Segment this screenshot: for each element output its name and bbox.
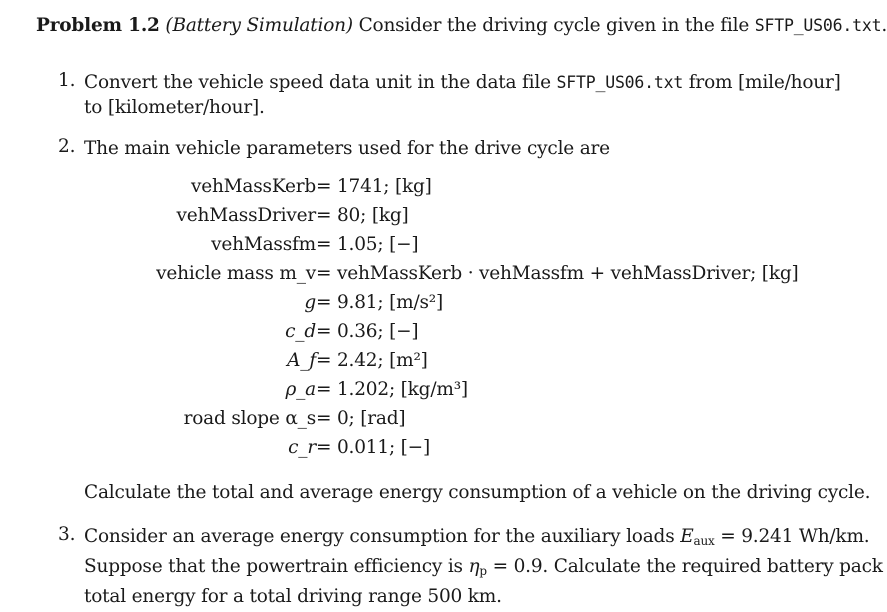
list-item-3-line-3: total energy for a total driving range 500 km. [84,586,502,607]
math-variable: η [468,556,480,577]
math-variable: E [680,526,694,547]
equation-rhs: = 0; [rad] [316,408,406,429]
equation-lhs: vehMassfm [211,234,316,255]
equation-rhs: = 1.202; [kg/m³] [316,379,468,400]
math-subscript: p [479,564,487,578]
equation-rhs: = 80; [kg] [316,205,409,226]
equation-lhs: vehMassDriver [176,205,316,226]
equation-rhs: = 0.36; [−] [316,321,419,342]
equation-lhs: g [304,292,316,313]
list-item-3-text: Consider an average energy consumption for the auxiliary loads [84,526,675,547]
problem-text-end: . [881,15,887,36]
problem-filename: SFTP_US06.txt [754,16,882,35]
equation-lhs: vehMassKerb [190,176,316,197]
equation-lhs: A_f [287,350,316,371]
list-item-3-value: = 9.241 Wh/km. [720,526,870,547]
equation-row [0,205,840,233]
math-subscript: aux [693,534,715,548]
list-item-1-line-2: to [kilometer/hour]. [84,97,265,118]
equation-lhs: road slope α_s [183,408,316,429]
list-item-1-text: Convert the vehicle speed data unit in the data file [84,72,551,93]
equation-row [0,292,840,320]
list-item-3-text: Suppose that the powertrain efficiency is [84,556,463,577]
equation-row [0,263,840,291]
equation-rhs: = 1741; [kg] [316,176,432,197]
list-item-3-line-1 [84,524,870,554]
equation-rhs: = 1.05; [−] [316,234,419,255]
list-item-number: 2. [58,136,76,157]
problem-statement [36,15,887,36]
list-item-1-text-after: from [mile/hour] [688,72,841,93]
equation-row [0,176,840,204]
list-item-number: 3. [58,524,76,545]
list-item-3-value: = 0.9. Calculate the required battery pack [492,556,883,577]
problem-text: Consider the driving cycle given in the file [358,15,750,36]
equation-lhs: ρ_a [285,379,316,400]
equation-row [0,379,840,407]
calculation-instruction: Calculate the total and average energy consumption of a vehicle on the driving cycle. [84,482,871,503]
equation-row [0,321,840,349]
equation-row [0,234,840,262]
equation-rhs: = 2.42; [m²] [316,350,428,371]
list-item-1-filename: SFTP_US06.txt [556,73,684,92]
problem-note: (Battery Simulation) [165,15,353,36]
equation-lhs: vehicle mass m_v [156,263,316,284]
list-item-1-line-1 [84,70,841,95]
equation-rhs: = 0.011; [−] [316,437,430,458]
equation-row [0,437,840,465]
list-item-3-line-2 [84,554,883,584]
list-item-2-text: The main vehicle parameters used for the drive cycle are [84,138,610,159]
equation-rhs: = vehMassKerb · vehMassfm + vehMassDriver; [kg] [316,263,799,284]
equation-row [0,350,840,378]
equation-row [0,408,840,436]
list-item-number: 1. [58,70,76,91]
equation-rhs: = 9.81; [m/s²] [316,292,444,313]
equation-lhs: c_r [288,437,316,458]
problem-label: Problem 1.2 [36,15,160,36]
equation-lhs: c_d [285,321,316,342]
